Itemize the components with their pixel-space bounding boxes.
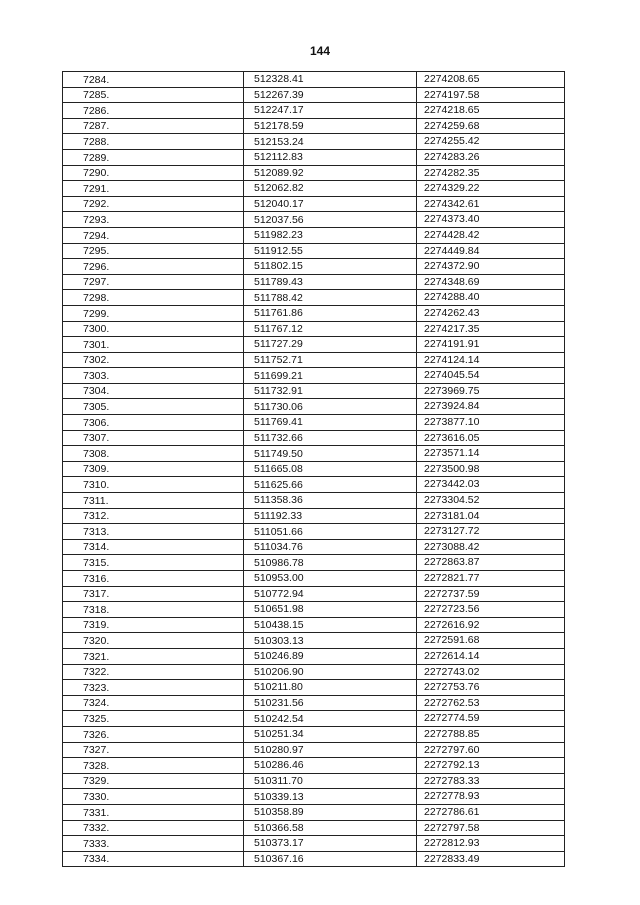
point-number-cell: 7316. <box>63 571 244 587</box>
point-number-cell: 7308. <box>63 446 244 462</box>
y-coordinate-cell: 2272833.49 <box>417 851 565 867</box>
point-number-cell: 7315. <box>63 555 244 571</box>
table-row <box>63 477 565 493</box>
y-coordinate-cell: 2272821.77 <box>417 571 565 587</box>
y-coordinate-cell: 2272614.14 <box>417 648 565 664</box>
point-number-cell: 7294. <box>63 227 244 243</box>
x-coordinate-cell: 510438.15 <box>244 617 417 633</box>
y-coordinate-cell: 2274372.90 <box>417 259 565 275</box>
point-number-cell: 7333. <box>63 836 244 852</box>
point-number-cell: 7295. <box>63 243 244 259</box>
y-coordinate-cell: 2274259.68 <box>417 118 565 134</box>
table-row <box>63 680 565 696</box>
y-coordinate-cell: 2273571.14 <box>417 446 565 462</box>
y-coordinate-cell: 2272737.59 <box>417 586 565 602</box>
coordinates-table <box>62 71 565 867</box>
y-coordinate-cell: 2272863.87 <box>417 555 565 571</box>
y-coordinate-cell: 2273924.84 <box>417 399 565 415</box>
y-coordinate-cell: 2274262.43 <box>417 305 565 321</box>
y-coordinate-cell: 2273969.75 <box>417 383 565 399</box>
x-coordinate-cell: 511802.15 <box>244 259 417 275</box>
table-row <box>63 508 565 524</box>
y-coordinate-cell: 2274373.40 <box>417 212 565 228</box>
table-row <box>63 399 565 415</box>
y-coordinate-cell: 2272788.85 <box>417 726 565 742</box>
table-row <box>63 586 565 602</box>
x-coordinate-cell: 512037.56 <box>244 212 417 228</box>
table-row <box>63 836 565 852</box>
point-number-cell: 7334. <box>63 851 244 867</box>
point-number-cell: 7305. <box>63 399 244 415</box>
x-coordinate-cell: 510953.00 <box>244 571 417 587</box>
y-coordinate-cell: 2272797.60 <box>417 742 565 758</box>
y-coordinate-cell: 2272743.02 <box>417 664 565 680</box>
point-number-cell: 7296. <box>63 259 244 275</box>
x-coordinate-cell: 511051.66 <box>244 524 417 540</box>
point-number-cell: 7322. <box>63 664 244 680</box>
x-coordinate-cell: 511665.08 <box>244 461 417 477</box>
x-coordinate-cell: 510366.58 <box>244 820 417 836</box>
point-number-cell: 7289. <box>63 149 244 165</box>
table-row <box>63 181 565 197</box>
table-row <box>63 259 565 275</box>
y-coordinate-cell: 2272723.56 <box>417 602 565 618</box>
x-coordinate-cell: 510242.54 <box>244 711 417 727</box>
y-coordinate-cell: 2272774.59 <box>417 711 565 727</box>
x-coordinate-cell: 510246.89 <box>244 648 417 664</box>
y-coordinate-cell: 2273304.52 <box>417 493 565 509</box>
point-number-cell: 7321. <box>63 648 244 664</box>
page-number: 144 <box>309 44 331 58</box>
table-row <box>63 72 565 88</box>
table-row <box>63 305 565 321</box>
x-coordinate-cell: 510231.56 <box>244 695 417 711</box>
point-number-cell: 7326. <box>63 726 244 742</box>
x-coordinate-cell: 511732.66 <box>244 430 417 446</box>
point-number-cell: 7330. <box>63 789 244 805</box>
x-coordinate-cell: 510206.90 <box>244 664 417 680</box>
point-number-cell: 7285. <box>63 87 244 103</box>
x-coordinate-cell: 511789.43 <box>244 274 417 290</box>
y-coordinate-cell: 2272786.61 <box>417 804 565 820</box>
y-coordinate-cell: 2273500.98 <box>417 461 565 477</box>
y-coordinate-cell: 2273442.03 <box>417 477 565 493</box>
point-number-cell: 7300. <box>63 321 244 337</box>
point-number-cell: 7297. <box>63 274 244 290</box>
table-row <box>63 415 565 431</box>
point-number-cell: 7299. <box>63 305 244 321</box>
x-coordinate-cell: 511788.42 <box>244 290 417 306</box>
table-row <box>63 227 565 243</box>
table-row <box>63 446 565 462</box>
point-number-cell: 7310. <box>63 477 244 493</box>
x-coordinate-cell: 511912.55 <box>244 243 417 259</box>
point-number-cell: 7317. <box>63 586 244 602</box>
x-coordinate-cell: 510211.80 <box>244 680 417 696</box>
x-coordinate-cell: 511625.66 <box>244 477 417 493</box>
x-coordinate-cell: 511767.12 <box>244 321 417 337</box>
point-number-cell: 7314. <box>63 539 244 555</box>
table-row <box>63 820 565 836</box>
point-number-cell: 7331. <box>63 804 244 820</box>
table-row <box>63 617 565 633</box>
table-row <box>63 352 565 368</box>
x-coordinate-cell: 511769.41 <box>244 415 417 431</box>
point-number-cell: 7284. <box>63 72 244 88</box>
x-coordinate-cell: 511982.23 <box>244 227 417 243</box>
point-number-cell: 7323. <box>63 680 244 696</box>
y-coordinate-cell: 2274255.42 <box>417 134 565 150</box>
y-coordinate-cell: 2272783.33 <box>417 773 565 789</box>
point-number-cell: 7298. <box>63 290 244 306</box>
point-number-cell: 7302. <box>63 352 244 368</box>
point-number-cell: 7313. <box>63 524 244 540</box>
x-coordinate-cell: 511732.91 <box>244 383 417 399</box>
point-number-cell: 7290. <box>63 165 244 181</box>
table-row <box>63 602 565 618</box>
y-coordinate-cell: 2274283.26 <box>417 149 565 165</box>
x-coordinate-cell: 511699.21 <box>244 368 417 384</box>
x-coordinate-cell: 510339.13 <box>244 789 417 805</box>
y-coordinate-cell: 2272797.58 <box>417 820 565 836</box>
x-coordinate-cell: 511727.29 <box>244 337 417 353</box>
x-coordinate-cell: 512112.83 <box>244 149 417 165</box>
x-coordinate-cell: 511752.71 <box>244 352 417 368</box>
point-number-cell: 7318. <box>63 602 244 618</box>
x-coordinate-cell: 512267.39 <box>244 87 417 103</box>
y-coordinate-cell: 2274348.69 <box>417 274 565 290</box>
y-coordinate-cell: 2273127.72 <box>417 524 565 540</box>
x-coordinate-cell: 512178.59 <box>244 118 417 134</box>
point-number-cell: 7293. <box>63 212 244 228</box>
point-number-cell: 7291. <box>63 181 244 197</box>
y-coordinate-cell: 2272762.53 <box>417 695 565 711</box>
point-number-cell: 7320. <box>63 633 244 649</box>
table-row <box>63 321 565 337</box>
y-coordinate-cell: 2274342.61 <box>417 196 565 212</box>
table-row <box>63 243 565 259</box>
table-row <box>63 149 565 165</box>
table-row <box>63 773 565 789</box>
table-row <box>63 524 565 540</box>
table-row <box>63 742 565 758</box>
coordinates-table-body <box>63 72 565 867</box>
y-coordinate-cell: 2272753.76 <box>417 680 565 696</box>
x-coordinate-cell: 511192.33 <box>244 508 417 524</box>
table-row <box>63 555 565 571</box>
x-coordinate-cell: 511358.36 <box>244 493 417 509</box>
point-number-cell: 7287. <box>63 118 244 134</box>
y-coordinate-cell: 2274045.54 <box>417 368 565 384</box>
point-number-cell: 7329. <box>63 773 244 789</box>
point-number-cell: 7288. <box>63 134 244 150</box>
y-coordinate-cell: 2274208.65 <box>417 72 565 88</box>
point-number-cell: 7332. <box>63 820 244 836</box>
y-coordinate-cell: 2274197.58 <box>417 87 565 103</box>
y-coordinate-cell: 2272792.13 <box>417 758 565 774</box>
table-row <box>63 804 565 820</box>
x-coordinate-cell: 510772.94 <box>244 586 417 602</box>
x-coordinate-cell: 510280.97 <box>244 742 417 758</box>
x-coordinate-cell: 511749.50 <box>244 446 417 462</box>
y-coordinate-cell: 2274449.84 <box>417 243 565 259</box>
y-coordinate-cell: 2274218.65 <box>417 103 565 119</box>
y-coordinate-cell: 2272591.68 <box>417 633 565 649</box>
table-row <box>63 648 565 664</box>
table-row <box>63 539 565 555</box>
table-row <box>63 633 565 649</box>
y-coordinate-cell: 2272616.92 <box>417 617 565 633</box>
table-row <box>63 290 565 306</box>
x-coordinate-cell: 510373.17 <box>244 836 417 852</box>
y-coordinate-cell: 2273181.04 <box>417 508 565 524</box>
y-coordinate-cell: 2272778.93 <box>417 789 565 805</box>
x-coordinate-cell: 512153.24 <box>244 134 417 150</box>
point-number-cell: 7309. <box>63 461 244 477</box>
x-coordinate-cell: 510358.89 <box>244 804 417 820</box>
x-coordinate-cell: 510251.34 <box>244 726 417 742</box>
table-row <box>63 571 565 587</box>
table-row <box>63 196 565 212</box>
table-row <box>63 165 565 181</box>
y-coordinate-cell: 2274217.35 <box>417 321 565 337</box>
point-number-cell: 7327. <box>63 742 244 758</box>
table-row <box>63 461 565 477</box>
y-coordinate-cell: 2273616.05 <box>417 430 565 446</box>
table-row <box>63 383 565 399</box>
point-number-cell: 7303. <box>63 368 244 384</box>
x-coordinate-cell: 510286.46 <box>244 758 417 774</box>
table-row <box>63 430 565 446</box>
point-number-cell: 7319. <box>63 617 244 633</box>
x-coordinate-cell: 511730.06 <box>244 399 417 415</box>
x-coordinate-cell: 512062.82 <box>244 181 417 197</box>
x-coordinate-cell: 511034.76 <box>244 539 417 555</box>
point-number-cell: 7286. <box>63 103 244 119</box>
y-coordinate-cell: 2274428.42 <box>417 227 565 243</box>
point-number-cell: 7292. <box>63 196 244 212</box>
y-coordinate-cell: 2274329.22 <box>417 181 565 197</box>
table-row <box>63 789 565 805</box>
table-row <box>63 493 565 509</box>
x-coordinate-cell: 512040.17 <box>244 196 417 212</box>
table-row <box>63 726 565 742</box>
table-row <box>63 337 565 353</box>
table-row <box>63 664 565 680</box>
y-coordinate-cell: 2273877.10 <box>417 415 565 431</box>
table-row <box>63 103 565 119</box>
point-number-cell: 7307. <box>63 430 244 446</box>
table-row <box>63 134 565 150</box>
y-coordinate-cell: 2273088.42 <box>417 539 565 555</box>
table-row <box>63 695 565 711</box>
point-number-cell: 7324. <box>63 695 244 711</box>
x-coordinate-cell: 510367.16 <box>244 851 417 867</box>
table-row <box>63 368 565 384</box>
x-coordinate-cell: 511761.86 <box>244 305 417 321</box>
x-coordinate-cell: 510986.78 <box>244 555 417 571</box>
point-number-cell: 7328. <box>63 758 244 774</box>
x-coordinate-cell: 512247.17 <box>244 103 417 119</box>
x-coordinate-cell: 510303.13 <box>244 633 417 649</box>
x-coordinate-cell: 510651.98 <box>244 602 417 618</box>
table-row <box>63 711 565 727</box>
y-coordinate-cell: 2274191.91 <box>417 337 565 353</box>
table-row <box>63 851 565 867</box>
point-number-cell: 7311. <box>63 493 244 509</box>
point-number-cell: 7306. <box>63 415 244 431</box>
y-coordinate-cell: 2274288.40 <box>417 290 565 306</box>
y-coordinate-cell: 2274124.14 <box>417 352 565 368</box>
x-coordinate-cell: 512089.92 <box>244 165 417 181</box>
y-coordinate-cell: 2272812.93 <box>417 836 565 852</box>
point-number-cell: 7304. <box>63 383 244 399</box>
table-row <box>63 118 565 134</box>
y-coordinate-cell: 2274282.35 <box>417 165 565 181</box>
x-coordinate-cell: 510311.70 <box>244 773 417 789</box>
table-row <box>63 87 565 103</box>
point-number-cell: 7312. <box>63 508 244 524</box>
x-coordinate-cell: 512328.41 <box>244 72 417 88</box>
point-number-cell: 7325. <box>63 711 244 727</box>
table-row <box>63 758 565 774</box>
table-row <box>63 274 565 290</box>
table-row <box>63 212 565 228</box>
point-number-cell: 7301. <box>63 337 244 353</box>
